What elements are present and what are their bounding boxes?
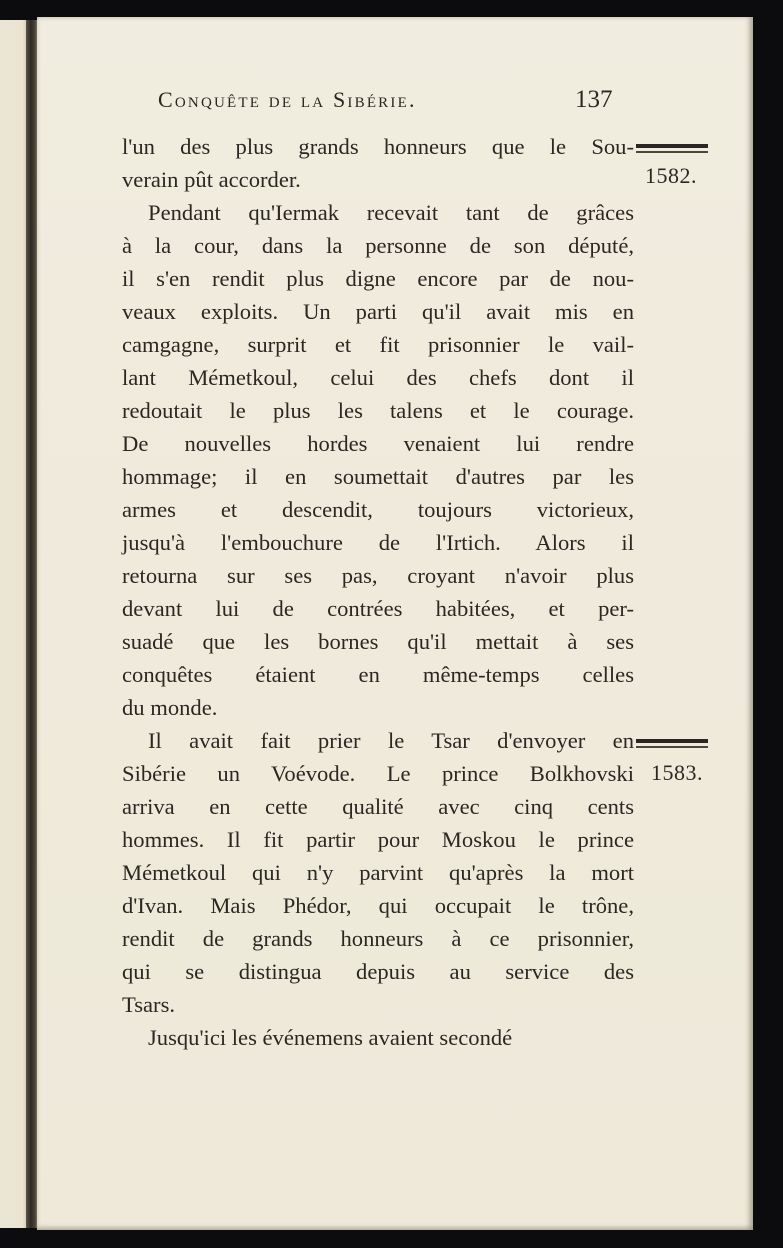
text-line: redoutait le plus les talens et le courage. [122, 398, 634, 423]
text-line: Mémetkoul qui n'y parvint qu'après la mort [122, 860, 634, 885]
margin-year: 1583. [651, 760, 703, 785]
text-line: qui se distingua depuis au service des [122, 959, 634, 984]
text-line: jusqu'à l'embouchure de l'Irtich. Alors il [122, 530, 634, 555]
text-line: rendit de grands honneurs à ce prisonnier, [122, 926, 634, 951]
text-line: d'Ivan. Mais Phédor, qui occupait le trône, [122, 893, 634, 918]
margin-rule-thin [636, 746, 708, 748]
body-text [122, 130, 634, 1054]
text-line: il s'en rendit plus digne encore par de nou- [122, 266, 634, 291]
text-line: hommage; il en soumettait d'autres par les [122, 464, 634, 489]
text-line: retourna sur ses pas, croyant n'avoir plus [122, 563, 634, 588]
text-line: De nouvelles hordes venaient lui rendre [122, 431, 634, 456]
text-line: à la cour, dans la personne de son député, [122, 233, 634, 258]
text-line: arriva en cette qualité avec cinq cents [122, 794, 634, 819]
margin-rule-mark [636, 144, 708, 153]
text-line: verain pût accorder. [122, 167, 301, 192]
text-line: lant Mémetkoul, celui des chefs dont il [122, 365, 634, 390]
margin-rule-thick [636, 144, 708, 148]
text-line: Sibérie un Voévode. Le prince Bolkhovski [122, 761, 634, 786]
margin-rule-thin [636, 151, 708, 153]
text-line: veaux exploits. Un parti qu'il avait mis en [122, 299, 634, 324]
text-line: du monde. [122, 695, 218, 720]
paragraph-start-line: Il avait fait prier le Tsar d'envoyer en [148, 728, 634, 753]
margin-rule-mark [636, 739, 708, 748]
margin-year: 1582. [645, 163, 697, 188]
text-line: conquêtes étaient en même-temps celles [122, 662, 634, 687]
paragraph-start-line: Pendant qu'Iermak recevait tant de grâces [148, 200, 634, 225]
text-line: hommes. Il fit partir pour Moskou le prince [122, 827, 634, 852]
text-line: Tsars. [122, 992, 176, 1017]
text-line: l'un des plus grands honneurs que le Sou- [122, 134, 634, 159]
paragraph-start-line: Jusqu'ici les événemens avaient secondé [148, 1025, 513, 1050]
text-line: suadé que les bornes qu'il mettait à ses [122, 629, 634, 654]
text-line: devant lui de contrées habitées, et per- [122, 596, 634, 621]
margin-rule-thick [636, 739, 708, 743]
page-number: 137 [575, 86, 613, 113]
text-line: camgagne, surprit et fit prisonnier le vail- [122, 332, 634, 357]
running-title: Conquête de la Sibérie. [158, 87, 417, 112]
facing-page-edge [0, 20, 28, 1228]
text-line: armes et descendit, toujours victorieux, [122, 497, 634, 522]
